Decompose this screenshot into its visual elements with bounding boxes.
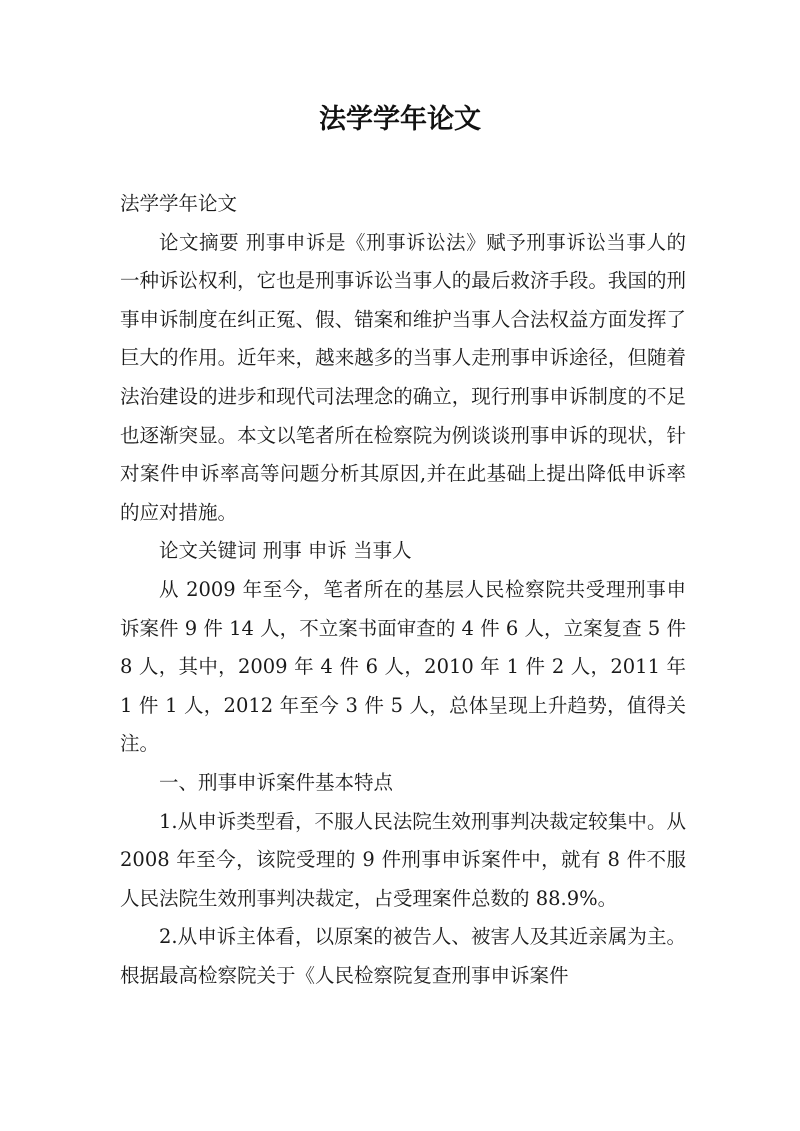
document-body — [120, 185, 686, 995]
paragraph-abstract: 论文摘要 刑事申诉是《刑事诉讼法》赋予刑事诉讼当事人的一种诉讼权利，它也是刑事诉讼当事人的最后救济手段。我国的刑事申诉制度在纠正冤、假、错案和维护当事人合法权益方面发挥了巨大的作用。近年来，越来越多的当事人走刑事申诉途径，但随着法治建设的进步和现代司法理念的确立，现行刑事申诉制度的不足也逐渐突显。本文以笔者所在检察院为例谈谈刑事申诉的现状，针对案件申诉率高等问题分析其原因,并在此基础上提出降低申诉率的应对措施。 — [120, 230, 686, 524]
section-heading-1: 一、刑事申诉案件基本特点 — [159, 770, 394, 794]
paragraph-subtitle: 法学学年论文 — [120, 192, 238, 215]
paragraph-statistics: 从 2009 年至今，笔者所在的基层人民检察院共受理刑事申诉案件 9 件 14 人，不立案书面审查的 4 件 6 人，立案复查 5 件 8 人，其中，2009 年 4 件 6 人，2010 年 1 件 2 人，2011 年 1 件 1 人，2012 年至今 3 件 5 人，总体呈现上升趋势，值得关注。 — [120, 577, 686, 756]
paragraph-point-1: 1.从申诉类型看，不服人民法院生效刑事判决裁定较集中。从 2008 年至今，该院受理的 9 件刑事申诉案件中，就有 8 件不服人民法院生效刑事判决裁定，占受理案件总数的 88.9%。 — [120, 809, 686, 910]
paragraph-keywords: 论文关键词 刑事 申诉 当事人 — [159, 539, 412, 563]
document-title: 法学学年论文 — [319, 104, 481, 135]
paragraph-point-2: 2.从申诉主体看，以原案的被告人、被害人及其近亲属为主。根据最高检察院关于《人民检察院复查刑事申诉案件 — [120, 925, 686, 987]
